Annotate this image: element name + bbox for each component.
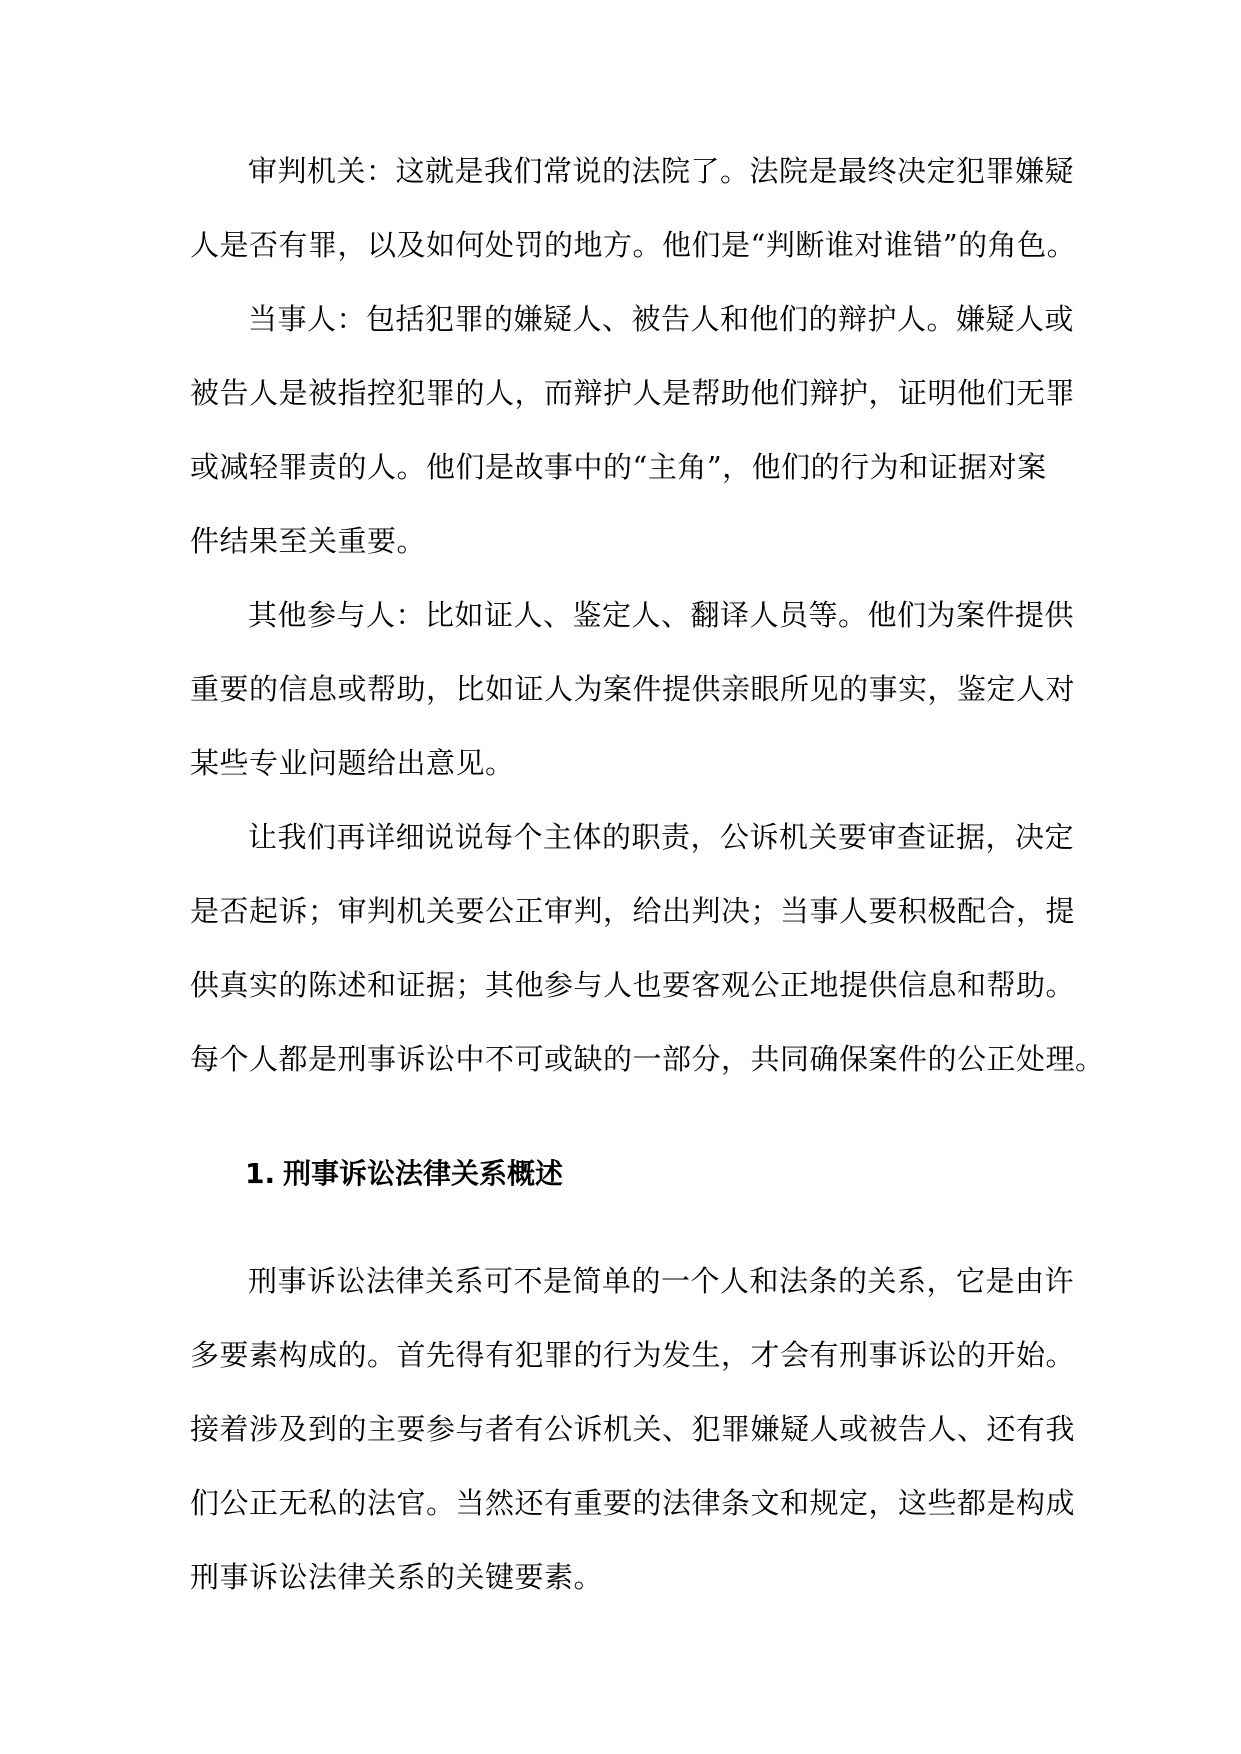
paragraph-line: 供真实的陈述和证据；其他参与人也要客观公正地提供信息和帮助。: [190, 968, 1076, 1002]
paragraph-line: 某些专业问题给出意见。: [190, 746, 515, 780]
heading-number: 1.: [245, 1157, 276, 1190]
heading-title: 刑事诉讼法律关系概述: [283, 1157, 564, 1190]
section-heading: [245, 1154, 563, 1194]
paragraph-line: 当事人：包括犯罪的嫌疑人、被告人和他们的辩护人。嫌疑人或: [248, 302, 1075, 336]
paragraph-line: 审判机关：这就是我们常说的法院了。法院是最终决定犯罪嫌疑: [248, 154, 1075, 188]
paragraph-line: 件结果至关重要。: [190, 524, 427, 558]
body-text-lower: [190, 1244, 1076, 1614]
paragraph-line: 们公正无私的法官。当然还有重要的法律条文和规定，这些都是构成: [190, 1486, 1076, 1520]
paragraph-line: 是否起诉；审判机关要公正审判，给出判决；当事人要积极配合，提: [190, 894, 1076, 928]
paragraph-line: 让我们再详细说说每个主体的职责，公诉机关要审查证据，决定: [248, 820, 1075, 854]
paragraph-line: 或减轻罪责的人。他们是故事中的“主角”，他们的行为和证据对案: [190, 450, 1047, 484]
paragraph-line: 每个人都是刑事诉讼中不可或缺的一部分，共同确保案件的公正处理。: [190, 1042, 1105, 1076]
paragraph-line: 多要素构成的。首先得有犯罪的行为发生，才会有刑事诉讼的开始。: [190, 1338, 1076, 1372]
paragraph-line: 其他参与人：比如证人、鉴定人、翻译人员等。他们为案件提供: [248, 598, 1075, 632]
paragraph-line: 刑事诉讼法律关系可不是简单的一个人和法条的关系，它是由许: [248, 1264, 1075, 1298]
paragraph-line: 接着涉及到的主要参与者有公诉机关、犯罪嫌疑人或被告人、还有我: [190, 1412, 1076, 1446]
paragraph-line: 被告人是被指控犯罪的人，而辩护人是帮助他们辩护，证明他们无罪: [190, 376, 1076, 410]
paragraph-line: 重要的信息或帮助，比如证人为案件提供亲眼所见的事实，鉴定人对: [190, 672, 1076, 706]
body-text-upper: [190, 134, 1105, 1096]
paragraph-line: 人是否有罪，以及如何处罚的地方。他们是“判断谁对谁错”的角色。: [190, 228, 1077, 262]
paragraph-line: 刑事诉讼法律关系的关键要素。: [190, 1560, 604, 1594]
